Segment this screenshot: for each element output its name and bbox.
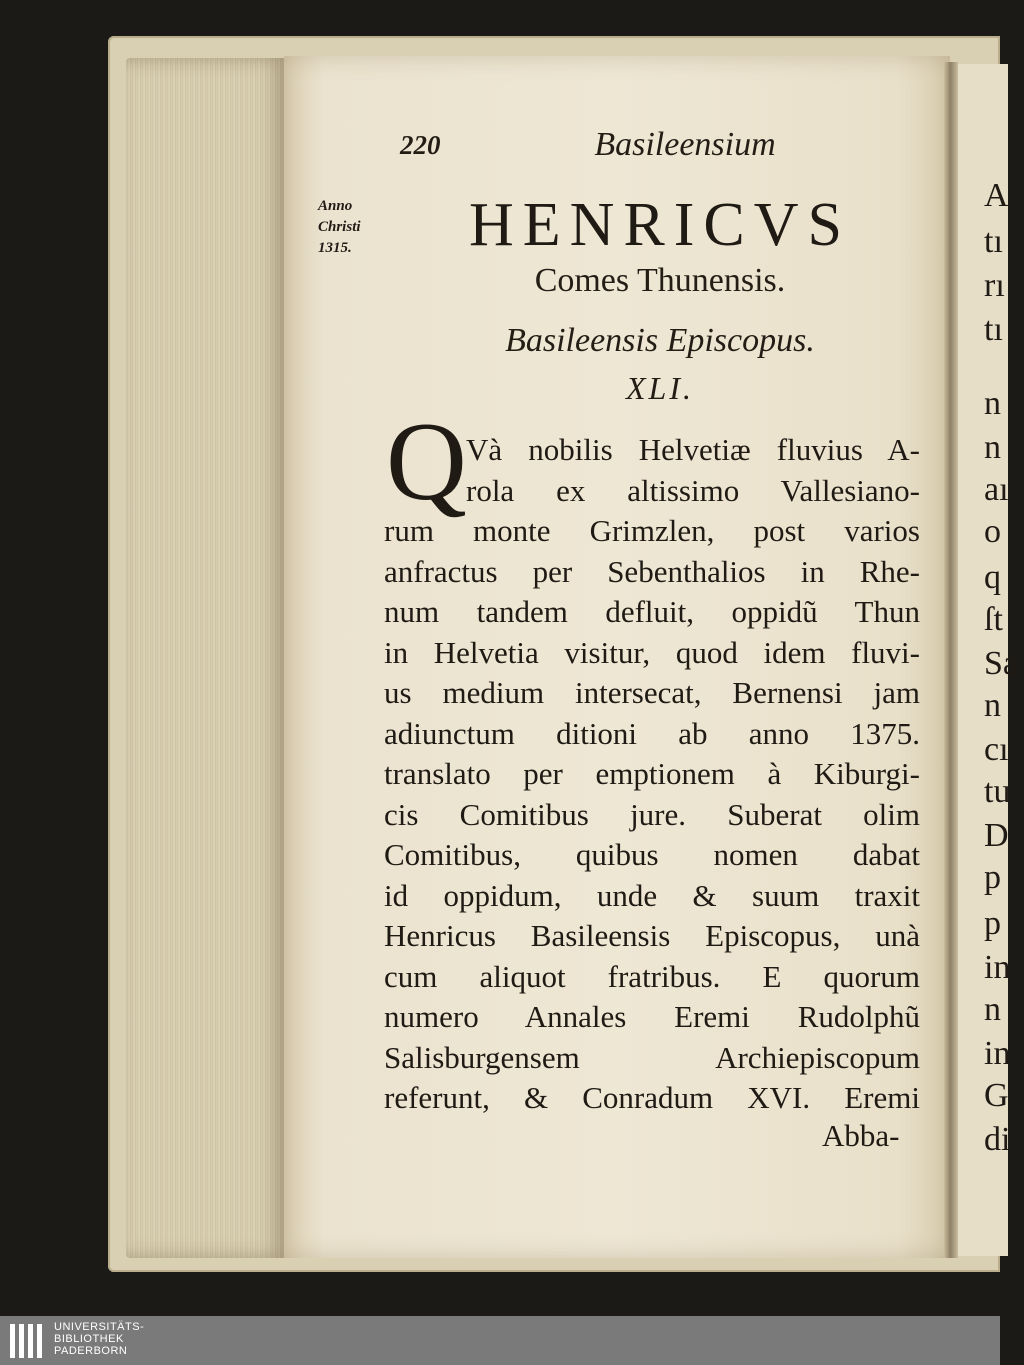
body-line: id oppidum, unde & suum traxit	[384, 877, 920, 913]
facing-page-fragment: p	[984, 905, 1001, 942]
body-line: referunt, & Conradum XVI. Eremi	[384, 1080, 920, 1115]
body-line: Và nobilis Helvetiæ fluvius A-	[466, 432, 920, 467]
library-name-line: UNIVERSITÄTS-	[54, 1321, 145, 1333]
facing-page-fragment: in	[984, 1035, 1011, 1072]
chapter-numeral: XLI.	[626, 370, 694, 406]
body-line: Comitibus, quibus nomen dabat	[384, 837, 920, 872]
facing-page-fragment: q	[984, 559, 1001, 596]
facing-page-fragment: aı	[984, 471, 1009, 508]
body-line: numero Annales Eremi Rudolphũ	[384, 999, 920, 1034]
facing-page-fragment: tu	[984, 773, 1011, 810]
library-logo-icon	[10, 1324, 46, 1358]
body-line: anfractus per Sebenthalios in Rhe-	[384, 553, 920, 589]
library-name-line: BIBLIOTHEK	[54, 1333, 124, 1345]
facing-page-fragment: n	[984, 687, 1001, 724]
body-line: translato per emptionem à Kiburgi-	[384, 756, 920, 791]
facing-page-fragment: rı	[984, 267, 1005, 304]
body-line: adiunctum ditioni ab anno 1375.	[384, 715, 920, 751]
facing-page-fragment: di	[984, 1121, 1011, 1158]
catchword: Abba-	[822, 1118, 900, 1153]
chapter-title: HENRICVS	[468, 191, 852, 259]
margin-note-line: Anno	[318, 198, 353, 214]
facing-page-fragment: o	[984, 513, 1001, 550]
facing-page-fragment: G	[984, 1077, 1009, 1114]
body-line: cis Comitibus jure. Suberat olim	[384, 796, 920, 832]
body-line: cum aliquot fratribus. E quorum	[384, 958, 920, 994]
body-line: in Helvetia visitur, quod idem fluvi-	[384, 634, 920, 670]
chapter-subtitle: Comes Thunensis.	[534, 262, 786, 299]
facing-page-fragment: p	[984, 859, 1001, 896]
running-head: Basileensium	[594, 126, 776, 163]
body-line: us medium intersecat, Bernensi jam	[384, 675, 920, 710]
margin-note-line: Christi	[318, 219, 361, 235]
facing-page-fragment: cı	[984, 731, 1009, 768]
facing-page-fragment: in	[984, 949, 1011, 986]
facing-page-fragment: n	[984, 429, 1001, 466]
margin-note	[318, 196, 361, 259]
facing-page-fragment: n	[984, 991, 1001, 1028]
library-footer	[0, 1316, 1000, 1365]
body-line: rum monte Grimzlen, post varios	[384, 513, 920, 548]
body-line: Salisburgensem Archiepiscopum	[384, 1039, 920, 1075]
drop-cap: Q	[386, 400, 467, 524]
body-line: num tandem defluit, oppidũ Thun	[384, 594, 920, 629]
page-number: 220	[400, 130, 441, 160]
facing-page-fragment: tı	[984, 223, 1003, 260]
facing-page-fragment: ſt	[984, 601, 1003, 638]
chapter-subtitle-episcopus: Basileensis Episcopus.	[505, 322, 815, 359]
library-name	[54, 1321, 144, 1357]
facing-page-fragment: D	[984, 817, 1009, 854]
facing-page-fragment: Sa	[984, 645, 1018, 682]
facing-page-fragment: tı	[984, 311, 1003, 348]
facing-page-fragment: n	[984, 385, 1001, 422]
book-gutter	[944, 62, 958, 1258]
library-name-line: PADERBORN	[54, 1345, 128, 1357]
body-line: rola ex altissimo Vallesiano-	[466, 472, 920, 508]
margin-note-line: 1315.	[318, 240, 352, 256]
page-edges	[126, 58, 286, 1258]
facing-page-fragment: A	[984, 177, 1009, 214]
body-line: Henricus Basileensis Episcopus, unà	[384, 918, 920, 953]
